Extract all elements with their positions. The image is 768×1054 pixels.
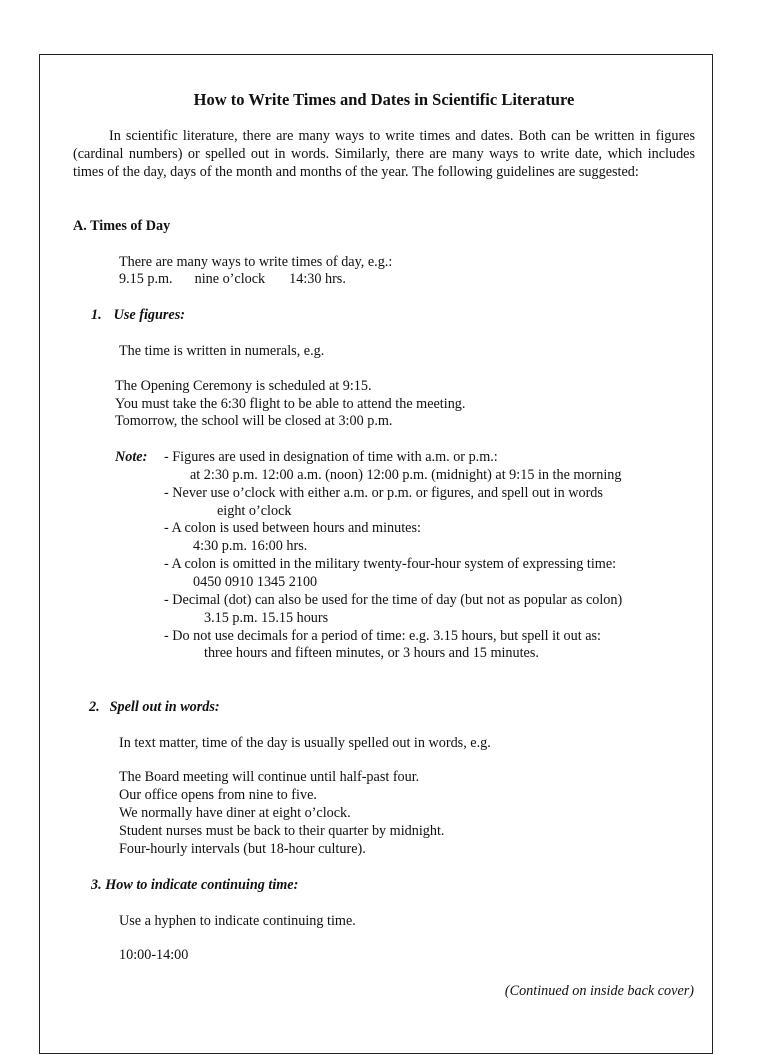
s1-line-1: The Opening Ceremony is scheduled at 9:15. <box>115 378 372 394</box>
page-border <box>39 54 713 1054</box>
page-title: How to Write Times and Dates in Scientific Literature <box>193 90 575 109</box>
note-item: - Do not use decimals for a period of time: e.g. 3.15 hours, but spell it out as: <box>164 628 601 644</box>
subsection-2-title: Spell out in words: <box>109 699 220 715</box>
s1-line-3: Tomorrow, the school will be closed at 3:00 p.m. <box>115 413 393 429</box>
note-example: three hours and fifteen minutes, or 3 hours and 15 minutes. <box>204 645 539 661</box>
note-item: - A colon is used between hours and minutes: <box>164 520 421 536</box>
example-3: 14:30 hrs. <box>289 271 346 287</box>
example-1: 9.15 p.m. <box>119 271 173 287</box>
subsection-1-number: 1. <box>91 307 102 323</box>
subsection-1-title: Use figures: <box>113 307 185 323</box>
example-2: nine o’clock <box>194 271 266 287</box>
note-example: eight o’clock <box>217 503 292 519</box>
subsection-3-heading: 3. How to indicate continuing time: <box>91 877 299 893</box>
note-example: 0450 0910 1345 2100 <box>193 574 318 590</box>
subsection-1-heading <box>91 306 185 324</box>
note-item: - A colon is omitted in the military twenty-four-hour system of expressing time: <box>164 556 617 572</box>
continued-footer: (Continued on inside back cover) <box>504 983 694 999</box>
note-example: at 2:30 p.m. 12:00 a.m. (noon) 12:00 p.m. (midnight) at 9:15 in the morning <box>190 467 622 483</box>
note-item: - Figures are used in designation of time with a.m. or p.m.: <box>164 449 498 465</box>
section-a-heading: A. Times of Day <box>73 218 171 234</box>
note-example: 4:30 p.m. 16:00 hrs. <box>193 538 308 554</box>
section-a-lead: There are many ways to write times of day, e.g.: <box>119 254 393 270</box>
subsection-2-number: 2. <box>89 699 100 715</box>
s2-line-4: Student nurses must be back to their quarter by midnight. <box>119 823 445 839</box>
note-label: Note: <box>115 449 148 465</box>
intro-paragraph: In scientific literature, there are many ways to write times and dates. Both can be written in figures (cardinal numbers) or spelled out in words. Similarly, there are many ways to write date, which includes times of the day, days of the month and months of the year. The following guidelines are suggested: <box>73 128 695 180</box>
subsection-1-lead: The time is written in numerals, e.g. <box>119 343 325 359</box>
subsection-2-lead: In text matter, time of the day is usually spelled out in words, e.g. <box>119 735 491 751</box>
subsection-3-lead: Use a hyphen to indicate continuing time. <box>119 913 356 929</box>
section-a-examples <box>119 270 346 288</box>
s1-line-2: You must take the 6:30 flight to be able to attend the meeting. <box>115 396 466 412</box>
note-item: - Never use o’clock with either a.m. or p.m. or figures, and spell out in words <box>164 485 603 501</box>
subsection-2-heading <box>89 698 220 716</box>
s2-line-3: We normally have diner at eight o’clock. <box>119 805 351 821</box>
note-example: 3.15 p.m. 15.15 hours <box>204 610 329 626</box>
subsection-3-example: 10:00-14:00 <box>119 947 189 963</box>
s2-line-5: Four-hourly intervals (but 18-hour culture). <box>119 841 366 857</box>
note-item: - Decimal (dot) can also be used for the time of day (but not as popular as colon) <box>164 592 623 608</box>
s2-line-2: Our office opens from nine to five. <box>119 787 317 803</box>
s2-line-1: The Board meeting will continue until half-past four. <box>119 769 420 785</box>
